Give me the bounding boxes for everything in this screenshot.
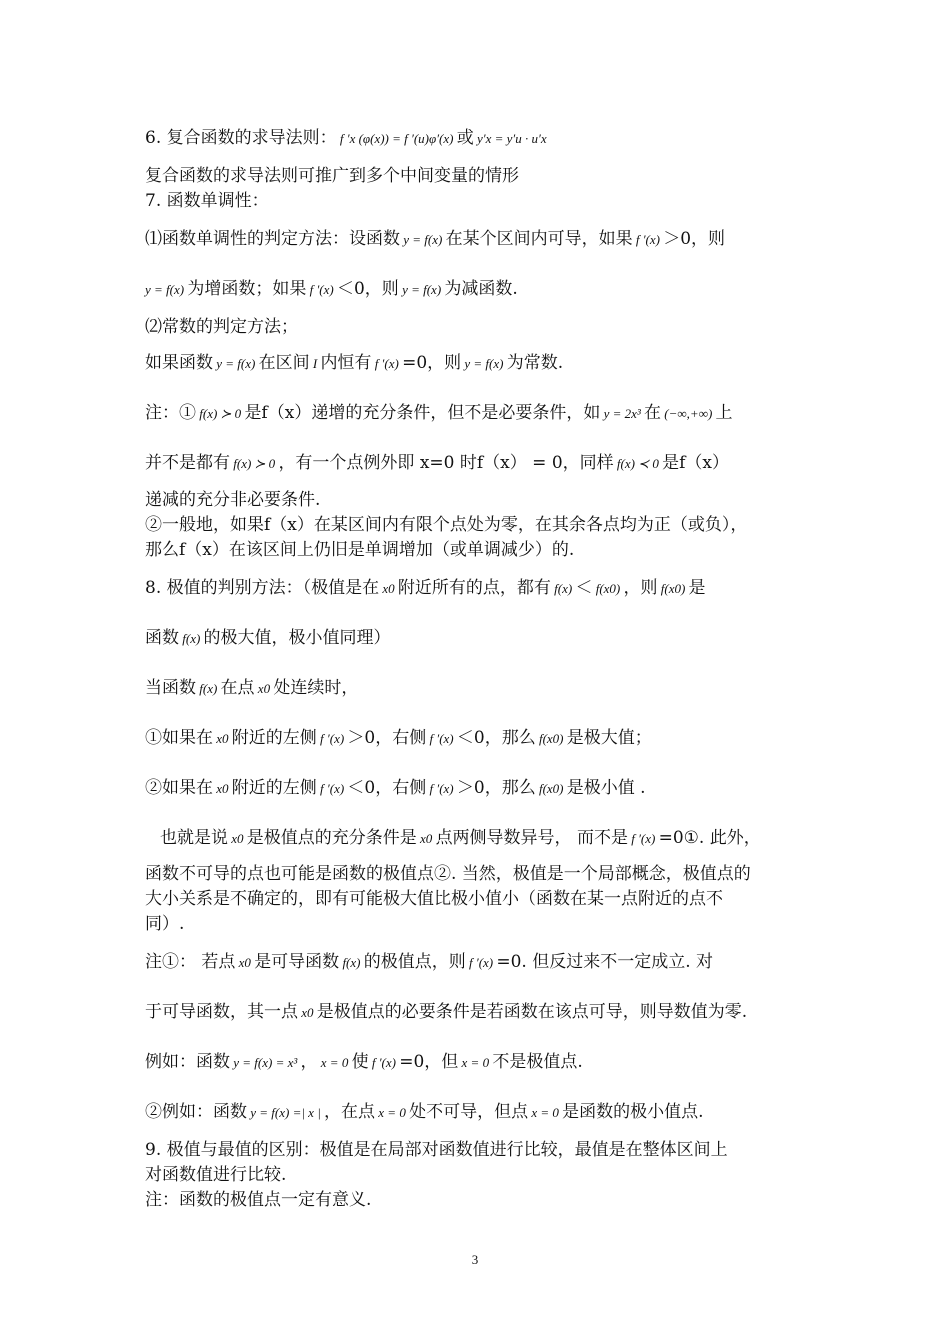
math-expression: x0	[235, 955, 255, 970]
text-run: ＞0，那么	[456, 778, 536, 798]
text-run: 是f（x）递增的充分条件，但不是必要条件，如	[244, 403, 601, 423]
math-expression: x0	[416, 831, 436, 846]
text-line-l08	[145, 402, 810, 425]
text-run: 如果函数	[145, 353, 213, 373]
text-run: 在点	[220, 678, 255, 698]
text-run: 6. 复合函数的求导法则：	[145, 128, 337, 148]
text-run: 是极大值；	[566, 728, 652, 748]
text-line-l16	[145, 727, 810, 750]
text-run: 使	[351, 1052, 369, 1072]
text-run: 例如：函数	[145, 1052, 230, 1072]
text-run: ＜0，那么	[456, 728, 536, 748]
text-run: 注①： 若点	[145, 952, 236, 972]
text-run: 的极大值，极小值同理）	[203, 628, 391, 648]
math-expression: f ′(x)	[316, 731, 348, 746]
text-run: ＜	[575, 578, 593, 598]
text-run: 是函数的极小值点.	[562, 1102, 704, 1122]
text-run: 9. 极值与最值的区别：极值是在局部对函数值进行比较，最值是在整体区间上	[145, 1140, 728, 1160]
math-expression: f ′(x)	[368, 1055, 400, 1070]
math-expression: I	[309, 356, 321, 371]
text-run: 在某个区间内可导，如果	[445, 229, 633, 249]
math-expression: x0	[298, 1005, 317, 1020]
text-line-l01	[145, 127, 810, 150]
text-run: 当函数	[145, 678, 196, 698]
text-line-l13	[145, 577, 810, 600]
math-expression: f ′x (φ(x)) = f ′(u)φ′(x)	[336, 131, 457, 146]
text-run: ⑴函数单调性的判定方法：设函数	[145, 229, 400, 249]
text-run: ，	[300, 1052, 318, 1072]
text-run: ，则	[623, 578, 658, 598]
text-line-l11	[145, 514, 810, 536]
text-run: 是极小值 .	[566, 778, 646, 798]
math-expression: x = 0	[375, 1105, 410, 1120]
text-line-l22	[145, 951, 810, 974]
math-expression: f(x)	[196, 681, 221, 696]
text-run: 附近的左侧	[231, 778, 317, 798]
math-expression: x0	[213, 731, 232, 746]
text-run: 并不是都有	[145, 453, 230, 473]
text-run: =0. 但反过来不一定成立. 对	[496, 952, 714, 972]
math-expression: y = f(x)	[400, 232, 446, 247]
text-run: 8. 极值的判别方法：（极值是在	[145, 578, 380, 598]
text-run: 是极值点的必要条件是若函数在该点可导，则导数值为零.	[316, 1002, 748, 1022]
text-run: 点两侧导数异号， 而不是	[435, 828, 628, 848]
text-run: 注：函数的极值点一定有意义.	[145, 1190, 372, 1210]
math-expression: f(x0)	[592, 581, 624, 596]
text-run: =0，但	[399, 1052, 459, 1072]
math-expression: y = f(x)	[145, 282, 188, 297]
text-run: ＞0，则	[663, 229, 726, 249]
text-run: ①如果在	[145, 728, 213, 748]
text-run: ＞0，右侧	[347, 728, 427, 748]
math-expression: f(x) ≺ 0	[613, 456, 663, 471]
text-run: 处不可导，但点	[409, 1102, 529, 1122]
math-expression: f(x0)	[535, 781, 567, 796]
math-expression: f ′(x)	[465, 955, 497, 970]
text-run: =0，则	[402, 353, 462, 373]
text-run: 也就是说	[160, 828, 228, 848]
math-expression: f(x) ≻ 0	[230, 456, 279, 471]
text-line-l06	[145, 316, 810, 338]
math-expression: x = 0	[317, 1055, 352, 1070]
text-run: 同）.	[145, 914, 185, 934]
text-line-l02	[145, 165, 810, 187]
text-line-l18	[160, 827, 825, 850]
text-run: ＜0，右侧	[347, 778, 427, 798]
text-line-l27	[145, 1164, 810, 1186]
text-run: 函数	[145, 628, 179, 648]
math-expression: f(x)	[550, 581, 576, 596]
text-run: 不是极值点.	[492, 1052, 583, 1072]
text-line-l15	[145, 677, 810, 700]
math-expression: f(x)	[179, 631, 204, 646]
text-run: 那么f（x）在该区间上仍旧是单调增加（或单调减少）的.	[145, 540, 575, 560]
text-run: 是极值点的充分条件是	[246, 828, 417, 848]
math-expression: y = f(x)	[213, 356, 259, 371]
math-expression: f(x)	[339, 955, 364, 970]
text-run: ②一般地，如果f（x）在某区间内有限个点处为零，在其余各点均为正（或负），	[145, 515, 748, 535]
math-expression: x = 0	[458, 1055, 493, 1070]
text-line-l05	[145, 278, 810, 301]
text-line-l07	[145, 352, 810, 375]
text-line-l09	[145, 452, 810, 475]
text-run: ②如果在	[145, 778, 213, 798]
text-run: ＜0，则	[336, 279, 399, 299]
math-expression: f(x) ≻ 0	[196, 406, 245, 421]
text-run: 是	[688, 578, 706, 598]
math-expression: x0	[254, 681, 274, 696]
text-run: 的极值点，则	[363, 952, 466, 972]
text-line-l04	[145, 228, 810, 251]
text-run: 大小关系是不确定的，即有可能极大值比极小值小（函数在某一点附近的点不	[145, 889, 723, 909]
page-number: 3	[471, 1252, 479, 1267]
math-expression: f ′(x)	[632, 232, 664, 247]
text-line-l03	[145, 190, 810, 212]
math-expression: f(x0)	[657, 581, 689, 596]
math-expression: x0	[213, 781, 232, 796]
text-run: 函数不可导的点也可能是函数的极值点②. 当然，极值是一个局部概念，极值点的	[145, 864, 751, 884]
text-line-l25	[145, 1101, 810, 1124]
text-run: ②例如：函数	[145, 1102, 247, 1122]
text-run: 复合函数的求导法则可推广到多个中间变量的情形	[145, 166, 519, 186]
text-run: 于可导函数，其一点	[145, 1002, 298, 1022]
math-expression: y = f(x) = x³	[230, 1055, 301, 1070]
text-run: 或	[456, 128, 474, 148]
math-expression: f(x0)	[535, 731, 567, 746]
text-run: 对函数值进行比较.	[145, 1165, 287, 1185]
text-run: 7. 函数单调性：	[145, 191, 269, 211]
math-expression: f ′(x)	[627, 831, 659, 846]
text-line-l19	[145, 863, 810, 885]
text-run: 是f（x）	[662, 453, 729, 473]
text-run: 为常数.	[506, 353, 564, 373]
text-run: 为减函数.	[444, 279, 518, 299]
text-run: 内恒有	[320, 353, 372, 373]
text-line-l20	[145, 888, 810, 910]
text-run: =0①. 此外，	[658, 828, 761, 848]
text-run: 附近所有的点，都有	[397, 578, 551, 598]
text-run: 在区间	[258, 353, 310, 373]
math-expression: y = f(x)	[461, 356, 507, 371]
text-line-l17	[145, 777, 810, 800]
text-line-l26	[145, 1139, 810, 1161]
text-run: 上	[715, 403, 733, 423]
text-run: ，在点	[324, 1102, 376, 1122]
text-run: 注：①	[145, 403, 196, 423]
text-line-l28	[145, 1189, 810, 1211]
text-line-l24	[145, 1051, 810, 1074]
text-line-l23	[145, 1001, 810, 1024]
math-expression: f ′(x)	[306, 282, 337, 297]
math-expression: x = 0	[528, 1105, 563, 1120]
text-line-l21	[145, 913, 810, 935]
text-line-l14	[145, 627, 810, 650]
math-expression: x0	[228, 831, 247, 846]
text-run: ⑵常数的判定方法；	[145, 317, 298, 337]
math-expression: y′x = y′u · u′x	[473, 131, 547, 146]
text-run: 在	[644, 403, 662, 423]
math-expression: (−∞,+∞)	[661, 406, 716, 421]
text-run: 递减的充分非必要条件.	[145, 490, 321, 510]
math-expression: f ′(x)	[426, 781, 457, 796]
text-run: 处连续时，	[273, 678, 359, 698]
text-run: 是可导函数	[254, 952, 340, 972]
text-run: 附近的左侧	[231, 728, 317, 748]
math-expression: f ′(x)	[316, 781, 348, 796]
text-run: 为增函数；如果	[187, 279, 307, 299]
text-line-l10	[145, 489, 810, 511]
math-expression: f ′(x)	[371, 356, 403, 371]
math-expression: f ′(x)	[426, 731, 457, 746]
math-expression: y = 2x³	[600, 406, 645, 421]
text-line-l12	[145, 539, 810, 561]
math-expression: y = f(x) =| x |	[247, 1105, 325, 1120]
math-expression: x0	[379, 581, 398, 596]
text-run: ，有一个点例外即 x=0 时f（x） = 0，同样	[278, 453, 614, 473]
math-expression: y = f(x)	[398, 282, 445, 297]
